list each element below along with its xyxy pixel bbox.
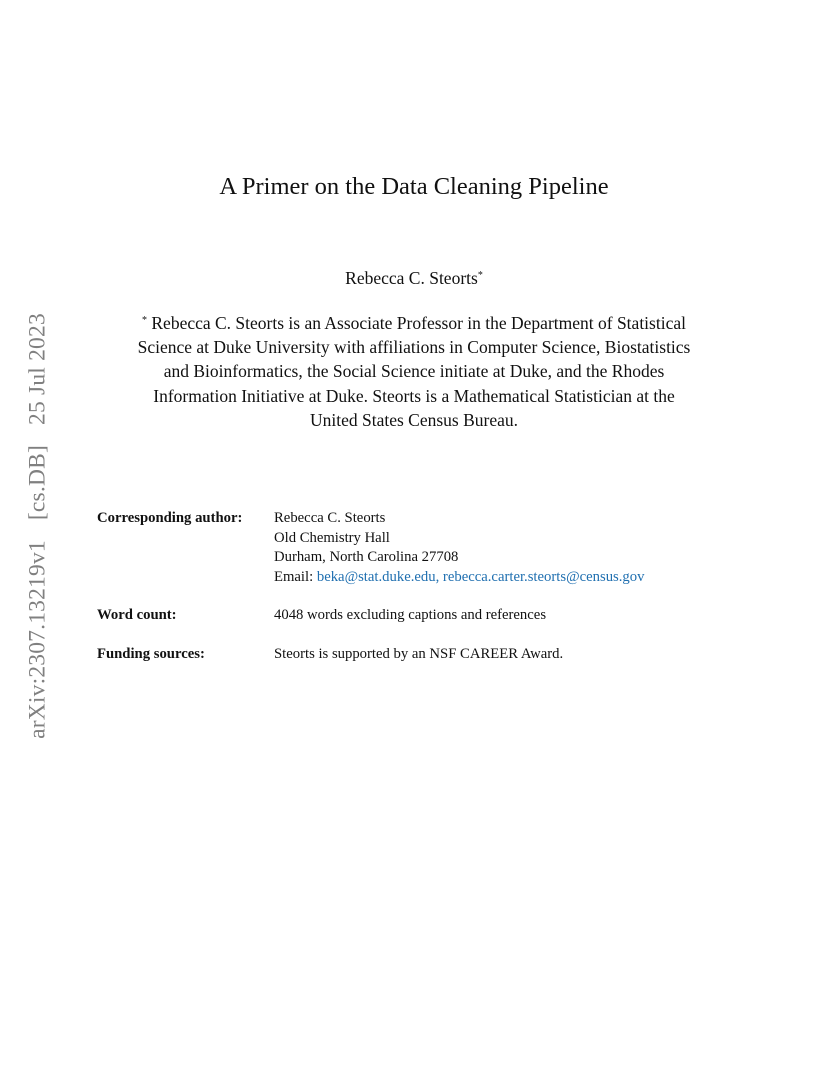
affiliation-line: Science at Duke University with affiliations in Computer Science, Biostatistics [137,337,691,358]
address-line: Durham, North Carolina 27708 [274,549,459,565]
arxiv-id: arXiv:2307.13219v1 [24,540,51,739]
affiliation-line: Information Initiative at Duke. Steorts is a Mathematical Statistician at the [153,385,675,406]
email-prefix: Email: [274,568,317,585]
affiliation-note [104,311,724,432]
author-name: Rebecca C. Steorts [345,268,478,288]
arxiv-category: [cs.DB] [24,444,51,521]
word-count-value: 4048 words excluding captions and references [274,607,547,623]
arxiv-date: 25 Jul 2023 [24,313,51,425]
author-footnote-marker: * [477,270,483,281]
email-links[interactable]: beka@stat.duke.edu, rebecca.carter.steorts@census.gov [316,568,645,585]
funding-value: Steorts is supported by an NSF CAREER Award. [274,646,564,662]
corresponding-author-label: Corresponding author: [97,510,243,526]
funding-label: Funding sources: [97,646,205,662]
corresponding-author-name: Rebecca C. Steorts [274,510,386,526]
email-line [274,568,644,588]
address-line: Old Chemistry Hall [274,529,390,546]
author-line [0,266,828,290]
affiliation-line: and Bioinformatics, the Social Science initiate at Duke, and the Rhodes [163,361,665,382]
paper-title: A Primer on the Data Cleaning Pipeline [219,173,609,200]
affiliation-line: United States Census Bureau. [309,409,519,430]
affiliation-line: * Rebecca C. Steorts is an Associate Professor in the Department of Statistical [142,313,686,333]
affiliation-marker: * [142,315,147,326]
arxiv-stamp [25,313,52,739]
word-count-label: Word count: [97,607,177,623]
corresponding-author-details [274,509,644,587]
